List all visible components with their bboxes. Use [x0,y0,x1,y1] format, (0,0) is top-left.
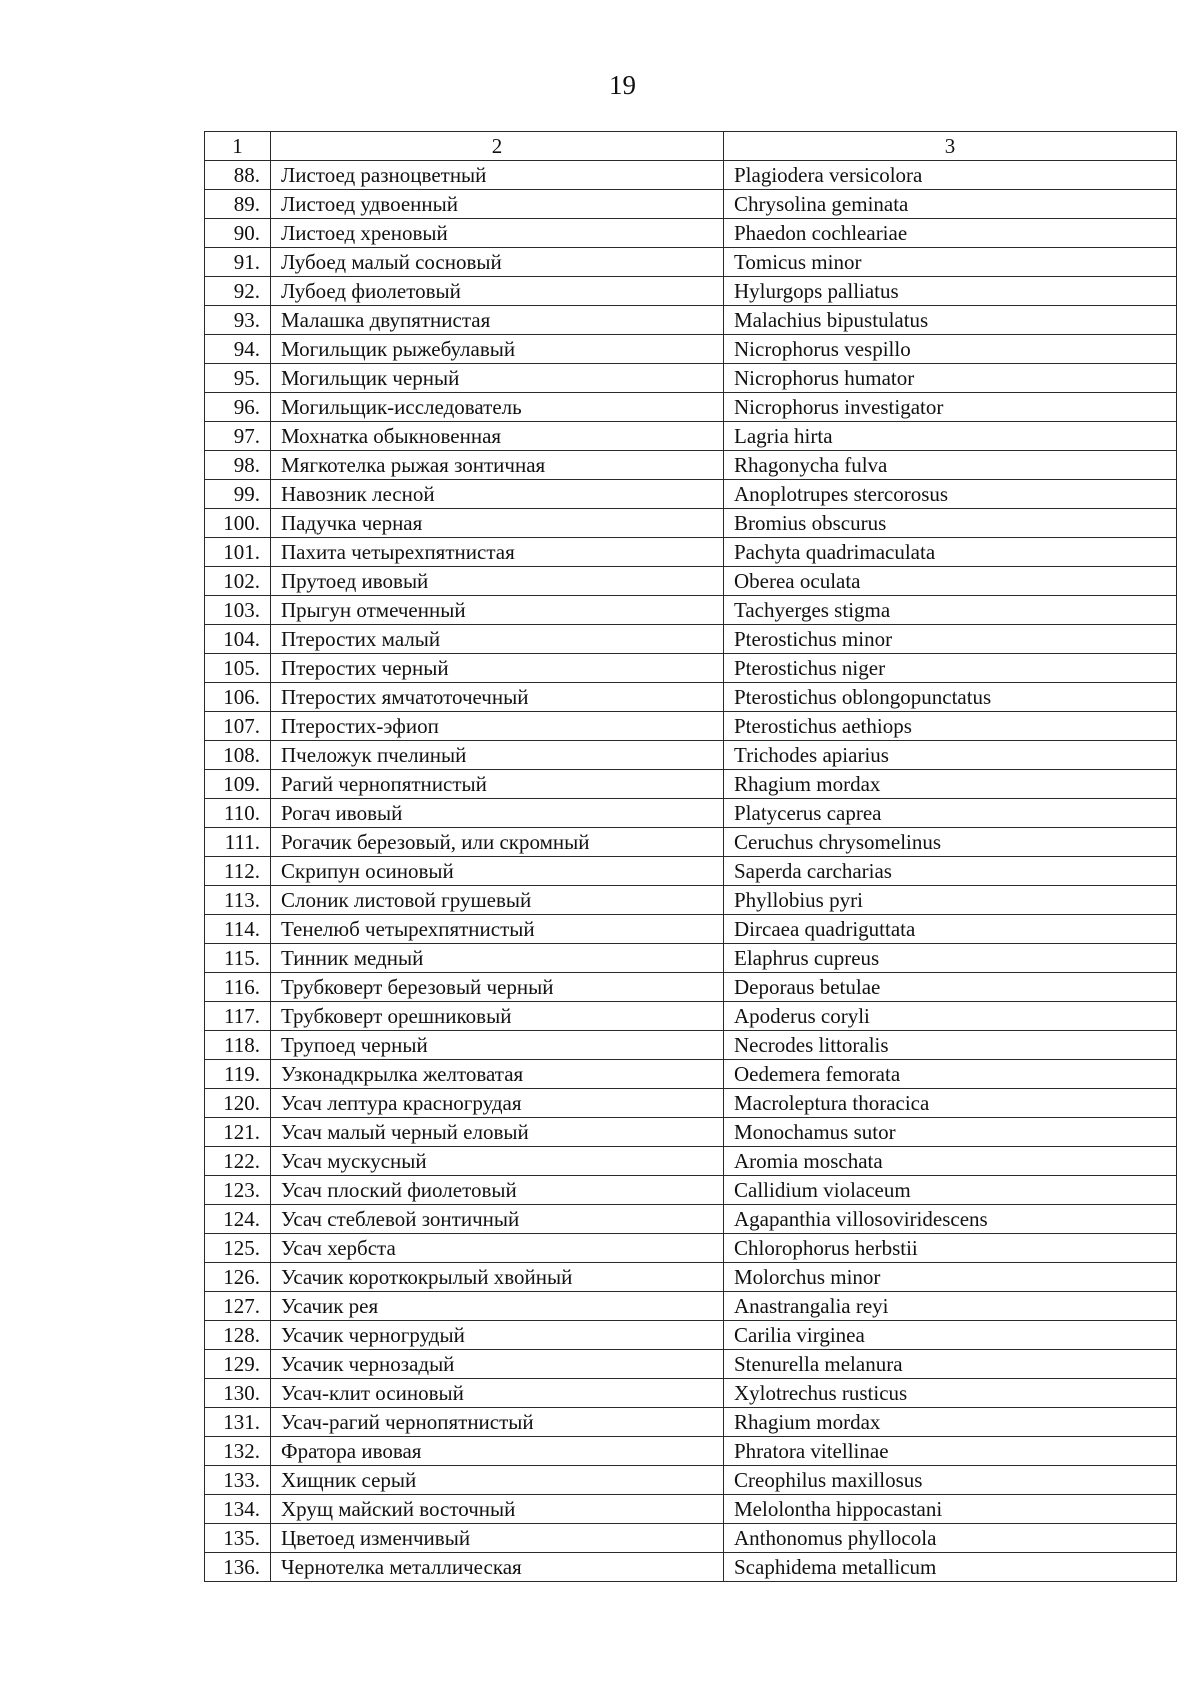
row-number-cell: 110. [205,799,271,828]
russian-name-cell: Мохнатка обыкновенная [271,422,724,451]
row-number-cell: 112. [205,857,271,886]
table-row [205,1553,1177,1582]
table-row [205,1176,1177,1205]
table-row [205,973,1177,1002]
russian-name-cell: Слоник листовой грушевый [271,886,724,915]
russian-name-cell: Усач стеблевой зонтичный [271,1205,724,1234]
table-row [205,1408,1177,1437]
latin-name-cell: Chrysolina geminata [724,190,1177,219]
row-number-cell: 129. [205,1350,271,1379]
table-row [205,538,1177,567]
table-row [205,509,1177,538]
latin-name-cell: Rhagium mordax [724,1408,1177,1437]
row-number-cell: 88. [205,161,271,190]
row-number-cell: 117. [205,1002,271,1031]
latin-name-cell: Nicrophorus investigator [724,393,1177,422]
table-row [205,1002,1177,1031]
header-cell-number: 1 [205,132,271,161]
russian-name-cell: Листоед хреновый [271,219,724,248]
latin-name-cell: Nicrophorus vespillo [724,335,1177,364]
table-row [205,277,1177,306]
latin-name-cell: Molorchus minor [724,1263,1177,1292]
row-number-cell: 134. [205,1495,271,1524]
row-number-cell: 111. [205,828,271,857]
table-row [205,248,1177,277]
page-number: 19 [609,70,636,100]
latin-name-cell: Apoderus coryli [724,1002,1177,1031]
russian-name-cell: Усач мускусный [271,1147,724,1176]
table-row [205,1234,1177,1263]
table-row [205,480,1177,509]
russian-name-cell: Пчеложук пчелиный [271,741,724,770]
latin-name-cell: Melolontha hippocastani [724,1495,1177,1524]
table-row [205,1466,1177,1495]
table-row [205,306,1177,335]
latin-name-cell: Callidium violaceum [724,1176,1177,1205]
row-number-cell: 105. [205,654,271,683]
row-number-cell: 130. [205,1379,271,1408]
russian-name-cell: Фратора ивовая [271,1437,724,1466]
russian-name-cell: Могильщик черный [271,364,724,393]
table-row [205,335,1177,364]
row-number-cell: 108. [205,741,271,770]
russian-name-cell: Узконадкрылка желтоватая [271,1060,724,1089]
latin-name-cell: Pterostichus niger [724,654,1177,683]
latin-name-cell: Plagiodera versicolora [724,161,1177,190]
latin-name-cell: Platycerus caprea [724,799,1177,828]
row-number-cell: 94. [205,335,271,364]
row-number-cell: 93. [205,306,271,335]
latin-name-cell: Creophilus maxillosus [724,1466,1177,1495]
table-row [205,886,1177,915]
row-number-cell: 114. [205,915,271,944]
latin-name-cell: Saperda carcharias [724,857,1177,886]
header-cell-russian-name: 2 [271,132,724,161]
latin-name-cell: Anthonomus phyllocola [724,1524,1177,1553]
latin-name-cell: Rhagonycha fulva [724,451,1177,480]
russian-name-cell: Птеростих малый [271,625,724,654]
row-number-cell: 96. [205,393,271,422]
row-number-cell: 131. [205,1408,271,1437]
row-number-cell: 118. [205,1031,271,1060]
russian-name-cell: Тинник медный [271,944,724,973]
table-row [205,625,1177,654]
latin-name-cell: Phaedon cochleariae [724,219,1177,248]
russian-name-cell: Усачик черногрудый [271,1321,724,1350]
table-row [205,857,1177,886]
russian-name-cell: Рагий чернопятнистый [271,770,724,799]
table-row [205,683,1177,712]
russian-name-cell: Птеростих ямчатоточечный [271,683,724,712]
latin-name-cell: Oberea oculata [724,567,1177,596]
table-row [205,1089,1177,1118]
latin-name-cell: Malachius bipustulatus [724,306,1177,335]
russian-name-cell: Падучка черная [271,509,724,538]
table-row [205,1118,1177,1147]
russian-name-cell: Усачик короткокрылый хвойный [271,1263,724,1292]
latin-name-cell: Bromius obscurus [724,509,1177,538]
latin-name-cell: Phyllobius pyri [724,886,1177,915]
russian-name-cell: Усачик чернозадый [271,1350,724,1379]
latin-name-cell: Anastrangalia reyi [724,1292,1177,1321]
latin-name-cell: Tachyerges stigma [724,596,1177,625]
russian-name-cell: Цветоед изменчивый [271,1524,724,1553]
row-number-cell: 128. [205,1321,271,1350]
row-number-cell: 97. [205,422,271,451]
row-number-cell: 102. [205,567,271,596]
table-row [205,741,1177,770]
table-row [205,770,1177,799]
row-number-cell: 103. [205,596,271,625]
latin-name-cell: Deporaus betulae [724,973,1177,1002]
russian-name-cell: Трубковерт орешниковый [271,1002,724,1031]
table-row [205,1263,1177,1292]
row-number-cell: 90. [205,219,271,248]
russian-name-cell: Мягкотелка рыжая зонтичная [271,451,724,480]
russian-name-cell: Пахита четырехпятнистая [271,538,724,567]
table-row [205,1060,1177,1089]
russian-name-cell: Усач малый черный еловый [271,1118,724,1147]
russian-name-cell: Усачик рея [271,1292,724,1321]
row-number-cell: 106. [205,683,271,712]
russian-name-cell: Трупоед черный [271,1031,724,1060]
row-number-cell: 135. [205,1524,271,1553]
table-row [205,190,1177,219]
table-row [205,1147,1177,1176]
table-row [205,393,1177,422]
row-number-cell: 126. [205,1263,271,1292]
table-row [205,1495,1177,1524]
latin-name-cell: Macroleptura thoracica [724,1089,1177,1118]
latin-name-cell: Dircaea quadriguttata [724,915,1177,944]
latin-name-cell: Elaphrus cupreus [724,944,1177,973]
row-number-cell: 104. [205,625,271,654]
russian-name-cell: Могильщик-исследователь [271,393,724,422]
russian-name-cell: Листоед удвоенный [271,190,724,219]
table-row [205,1205,1177,1234]
row-number-cell: 91. [205,248,271,277]
latin-name-cell: Nicrophorus humator [724,364,1177,393]
header-cell-latin-name: 3 [724,132,1177,161]
russian-name-cell: Скрипун осиновый [271,857,724,886]
russian-name-cell: Лубоед малый сосновый [271,248,724,277]
latin-name-cell: Necrodes littoralis [724,1031,1177,1060]
latin-name-cell: Xylotrechus rusticus [724,1379,1177,1408]
table-header-row [205,132,1177,161]
row-number-cell: 101. [205,538,271,567]
row-number-cell: 95. [205,364,271,393]
russian-name-cell: Навозник лесной [271,480,724,509]
row-number-cell: 123. [205,1176,271,1205]
row-number-cell: 100. [205,509,271,538]
row-number-cell: 115. [205,944,271,973]
table-row [205,799,1177,828]
latin-name-cell: Scaphidema metallicum [724,1553,1177,1582]
table-row [205,1292,1177,1321]
table-row [205,1437,1177,1466]
russian-name-cell: Листоед разноцветный [271,161,724,190]
row-number-cell: 107. [205,712,271,741]
russian-name-cell: Прутоед ивовый [271,567,724,596]
row-number-cell: 125. [205,1234,271,1263]
latin-name-cell: Ceruchus chrysomelinus [724,828,1177,857]
table-row [205,944,1177,973]
russian-name-cell: Чернотелка металлическая [271,1553,724,1582]
species-table [204,131,1177,1582]
table-row [205,1321,1177,1350]
russian-name-cell: Хрущ майский восточный [271,1495,724,1524]
latin-name-cell: Carilia virginea [724,1321,1177,1350]
table-row [205,828,1177,857]
latin-name-cell: Lagria hirta [724,422,1177,451]
row-number-cell: 116. [205,973,271,1002]
row-number-cell: 98. [205,451,271,480]
table-row [205,161,1177,190]
latin-name-cell: Stenurella melanura [724,1350,1177,1379]
row-number-cell: 119. [205,1060,271,1089]
row-number-cell: 89. [205,190,271,219]
table-row [205,654,1177,683]
latin-name-cell: Pterostichus oblongopunctatus [724,683,1177,712]
russian-name-cell: Усач плоский фиолетовый [271,1176,724,1205]
russian-name-cell: Усач лептура красногрудая [271,1089,724,1118]
latin-name-cell: Rhagium mordax [724,770,1177,799]
row-number-cell: 121. [205,1118,271,1147]
row-number-cell: 133. [205,1466,271,1495]
latin-name-cell: Pterostichus minor [724,625,1177,654]
table-row [205,567,1177,596]
russian-name-cell: Усач-клит осиновый [271,1379,724,1408]
row-number-cell: 99. [205,480,271,509]
russian-name-cell: Птеростих черный [271,654,724,683]
latin-name-cell: Agapanthia villosoviridescens [724,1205,1177,1234]
table-row [205,1379,1177,1408]
latin-name-cell: Chlorophorus herbstii [724,1234,1177,1263]
row-number-cell: 127. [205,1292,271,1321]
row-number-cell: 109. [205,770,271,799]
latin-name-cell: Hylurgops palliatus [724,277,1177,306]
russian-name-cell: Тенелюб четырехпятнистый [271,915,724,944]
species-table-body [205,132,1177,1582]
table-row [205,1350,1177,1379]
russian-name-cell: Могильщик рыжебулавый [271,335,724,364]
russian-name-cell: Прыгун отмеченный [271,596,724,625]
latin-name-cell: Oedemera femorata [724,1060,1177,1089]
russian-name-cell: Хищник серый [271,1466,724,1495]
latin-name-cell: Tomicus minor [724,248,1177,277]
table-row [205,1524,1177,1553]
row-number-cell: 136. [205,1553,271,1582]
row-number-cell: 120. [205,1089,271,1118]
latin-name-cell: Anoplotrupes stercorosus [724,480,1177,509]
russian-name-cell: Усач-рагий чернопятнистый [271,1408,724,1437]
table-row [205,596,1177,625]
russian-name-cell: Малашка двупятнистая [271,306,724,335]
table-row [205,451,1177,480]
russian-name-cell: Усач хербста [271,1234,724,1263]
table-row [205,422,1177,451]
latin-name-cell: Pterostichus aethiops [724,712,1177,741]
russian-name-cell: Трубковерт березовый черный [271,973,724,1002]
table-row [205,1031,1177,1060]
row-number-cell: 132. [205,1437,271,1466]
row-number-cell: 92. [205,277,271,306]
latin-name-cell: Aromia moschata [724,1147,1177,1176]
row-number-cell: 124. [205,1205,271,1234]
table-row [205,712,1177,741]
latin-name-cell: Pachyta quadrimaculata [724,538,1177,567]
table-row [205,915,1177,944]
table-row [205,364,1177,393]
row-number-cell: 122. [205,1147,271,1176]
russian-name-cell: Птеростих-эфиоп [271,712,724,741]
row-number-cell: 113. [205,886,271,915]
russian-name-cell: Рогачик березовый, или скромный [271,828,724,857]
latin-name-cell: Phratora vitellinae [724,1437,1177,1466]
table-row [205,219,1177,248]
russian-name-cell: Лубоед фиолетовый [271,277,724,306]
russian-name-cell: Рогач ивовый [271,799,724,828]
latin-name-cell: Monochamus sutor [724,1118,1177,1147]
latin-name-cell: Trichodes apiarius [724,741,1177,770]
